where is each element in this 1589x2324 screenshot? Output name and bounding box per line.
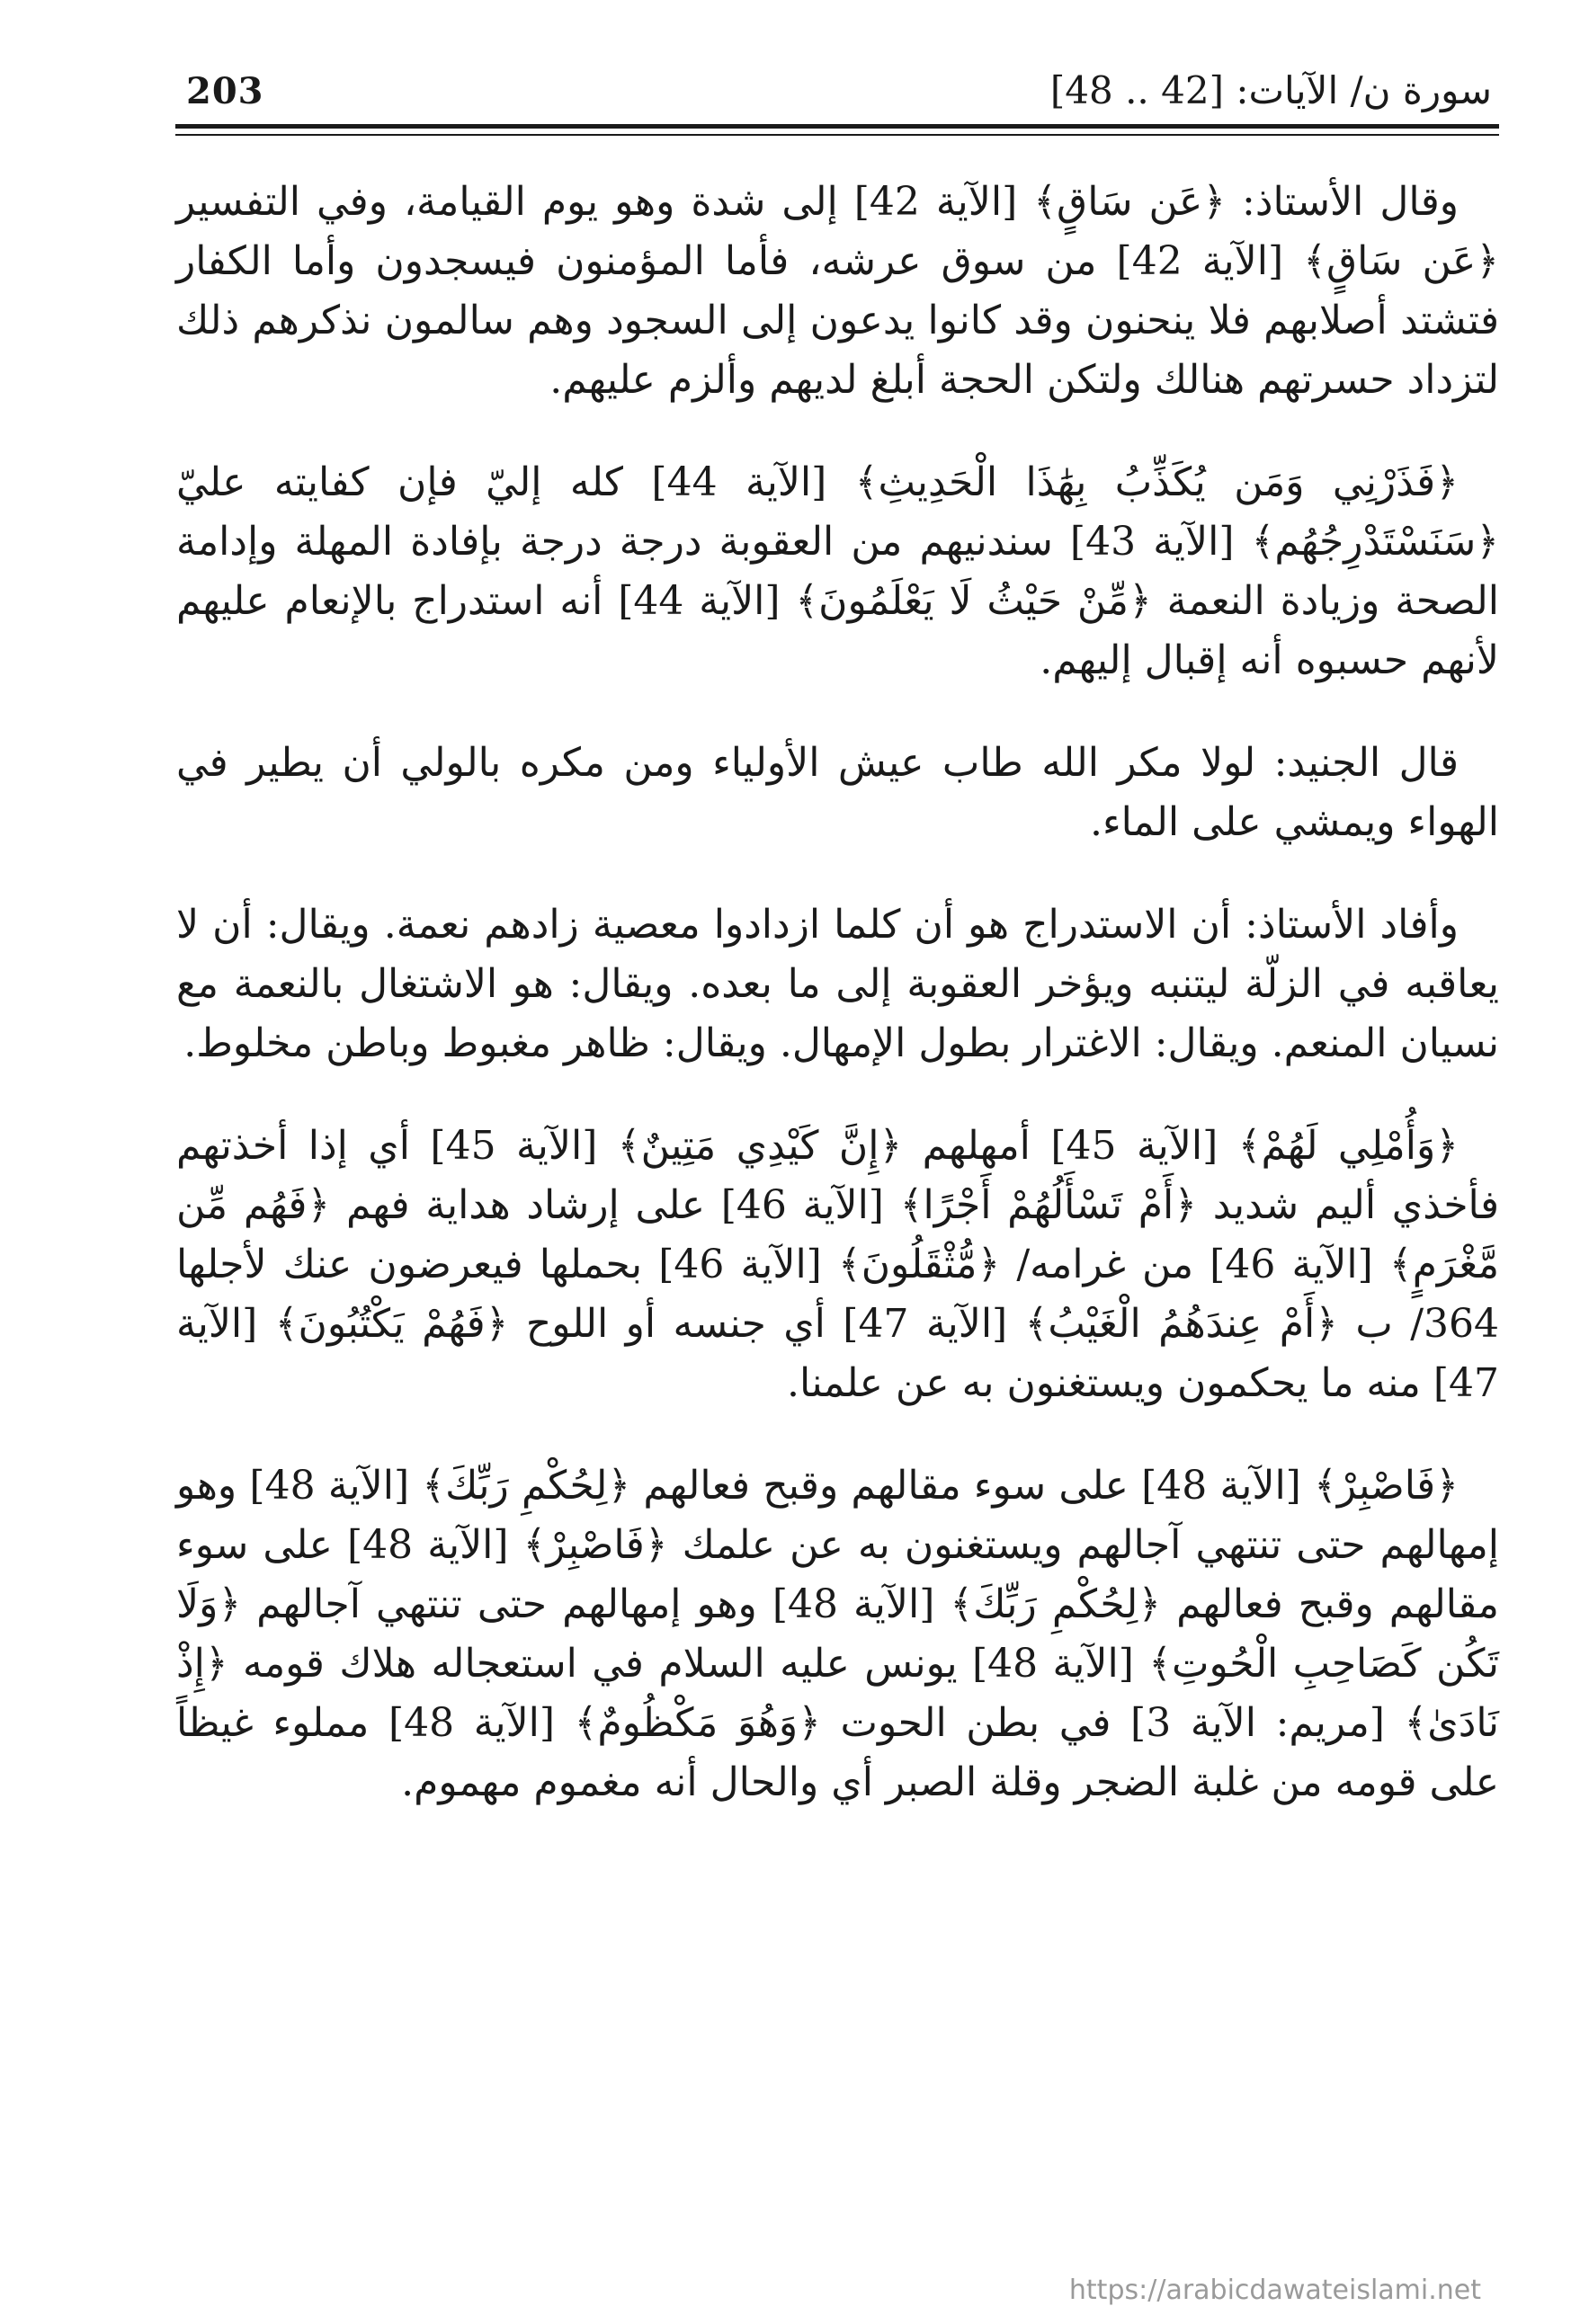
paragraph: ﴿فَاصْبِرْ﴾ [الآية 48] على سوء مقالهم وقبح فعالهم ﴿لِحُكْمِ رَبِّكَ﴾ [الآية 48] وهو إمهالهم حتى تنتهي آجالهم ويستغنون به عن علمك ﴿فَاصْبِرْ﴾ [الآية 48] على سوء مقالهم وقبح فعالهم ﴿لِحُكْمِ رَبِّكَ﴾ [الآية 48] وهو إمهالهم حتى تنتهي آجالهم ﴿وَلَا تَكُن كَصَاحِبِ الْحُوتِ﴾ [الآية 48] يونس عليه السلام في استعجاله هلاك قومه ﴿إِذْ نَادَىٰ﴾ [مريم: الآية 3] في بطن الحوت ﴿وَهُوَ مَكْظُومٌ﴾ [الآية 48] مملوء غيظاً على قومه من غلبة الضجر وقلة الصبر أي والحال أنه مغموم مهموم. (176, 1463, 1499, 1805)
paragraph: وقال الأستاذ: ﴿عَن سَاقٍ﴾ [الآية 42] إلى شدة وهو يوم القيامة، وفي التفسير ﴿عَن سَاقٍ﴾ [الآية 42] من سوق عرشه، فأما المؤمنون فيسجدون وأما الكفار فتشتد أصلابهم فلا ينحنون وقد كانوا يدعون إلى السجود وهم سالمون نذكرهم ذلك لتزداد حسرتهم هنالك ولتكن الحجة أبلغ لديهم وألزم عليهم. (176, 179, 1499, 403)
paragraph: ﴿فَذَرْنِي وَمَن يُكَذِّبُ بِهَٰذَا الْحَدِيثِ﴾ [الآية 44] كله إليّ فإن كفايته عليّ ﴿سَنَسْتَدْرِجُهُم﴾ [الآية 43] سندنيهم من العقوبة درجة درجة بإفادة المهلة وإدامة الصحة وزيادة النعمة ﴿مِّنْ حَيْثُ لَا يَعْلَمُونَ﴾ [الآية 44] أنه استدراج بالإنعام عليهم لأنهم حسبوه أنه إقبال إليهم. (176, 459, 1499, 683)
paragraph: ﴿وَأُمْلِي لَهُمْ﴾ [الآية 45] أمهلهم ﴿إِنَّ كَيْدِي مَتِينٌ﴾ [الآية 45] أي إذا أخذتهم فأخذي أليم شديد ﴿أَمْ تَسْأَلُهُمْ أَجْرًا﴾ [الآية 46] على إرشاد هداية فهم ﴿فَهُم مِّن مَّغْرَمٍ﴾ [الآية 46] من غرامه/ ﴿مُّثْقَلُونَ﴾ [الآية 46] بحملها فيعرضون عنك لأجلها 364/ ب ﴿أَمْ عِندَهُمُ الْغَيْبُ﴾ [الآية 47] أي جنسه أو اللوح ﴿فَهُمْ يَكْتُبُونَ﴾ [الآية 47] منه ما يحكمون ويستغنون به عن علمنا. (176, 1123, 1500, 1406)
watermark-url: https://arabicdawateislami.net (1068, 2275, 1481, 2306)
page-body (176, 162, 1499, 1856)
page-header (175, 65, 1499, 119)
paragraph: وأفاد الأستاذ: أن الاستدراج هو أن كلما ازدادوا معصية زادهم نعمة. ويقال: أن لا يعاقبه في الزلّة ليتنبه ويؤخر العقوبة إلى ما بعده. ويقال: هو الاشتغال بالنعمة مع نسيان المنعم. ويقال: الاغترار بطول الإمهال. ويقال: ظاهر مغبوط وباطن مخلوط. (176, 902, 1499, 1066)
paragraph: قال الجنيد: لولا مكر الله طاب عيش الأولياء ومن مكره بالولي أن يطير في الهواء ويمشي على الماء. (176, 740, 1499, 845)
header-rule-thin (175, 134, 1499, 136)
header-rule-thick (175, 124, 1499, 129)
page-number: 203 (186, 70, 264, 112)
running-title: سورة ن/ الآيات: [42 .. 48] (1049, 68, 1492, 112)
